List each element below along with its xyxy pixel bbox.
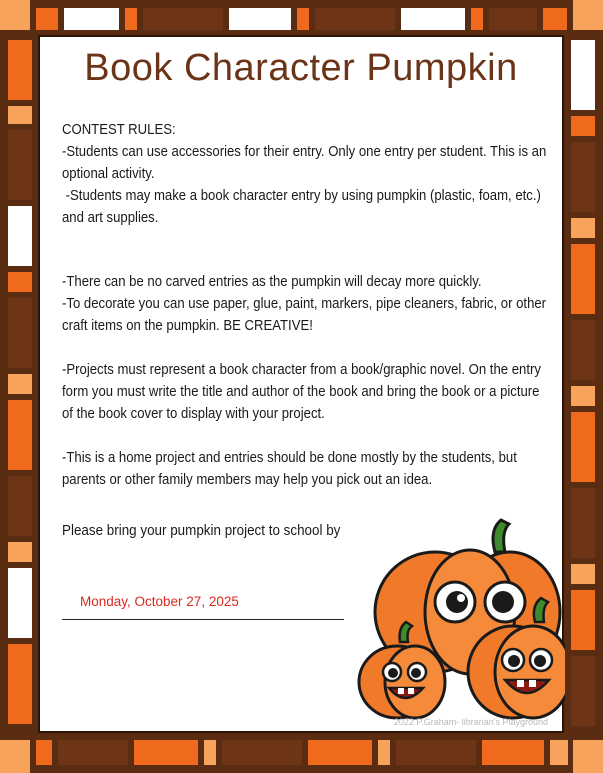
border-tile — [571, 564, 595, 584]
border-tile — [8, 568, 32, 638]
border-tile — [315, 8, 395, 30]
border-tile — [8, 40, 32, 100]
border-tile — [222, 740, 302, 765]
border-tile — [134, 740, 198, 765]
signature-line — [62, 619, 344, 620]
border-tile — [8, 206, 32, 266]
contest-rules — [62, 119, 553, 491]
border-tile — [550, 740, 568, 765]
rule-item: -To decorate you can use paper, glue, paint, markers, pipe cleaners, fabric, or other craft items on the pumpkin. BE CREATIVE! — [62, 296, 547, 334]
border-tile — [471, 8, 483, 30]
page-title: Book Character Pumpkin — [84, 47, 518, 89]
border-tile — [571, 244, 595, 314]
rule-item: -There can be no carved entries as the pumpkin will decay more quickly. — [62, 274, 482, 290]
border-tile — [8, 476, 32, 536]
border-tile — [573, 740, 603, 773]
border-tile — [64, 8, 119, 30]
border-tile — [571, 142, 595, 212]
border-tile — [36, 740, 52, 765]
border-tile — [571, 40, 595, 110]
border-tile — [8, 542, 32, 562]
border-tile — [8, 298, 32, 368]
rules-heading: CONTEST RULES: — [62, 122, 176, 138]
border-tile — [8, 106, 32, 124]
border-tile — [573, 0, 603, 30]
border-tile — [308, 740, 372, 765]
border-tile — [489, 8, 537, 30]
border-tile — [58, 740, 128, 765]
border-tile — [8, 644, 32, 724]
border-tile — [571, 488, 595, 558]
due-date-prompt: Please bring your pumpkin project to school by — [62, 523, 341, 539]
border-tile — [8, 272, 32, 292]
border-tile — [482, 740, 544, 765]
rule-item: -Students can use accessories for their entry. Only one entry per student. This is an optional activity. — [62, 144, 547, 182]
border-tile — [571, 320, 595, 380]
border-tile — [543, 8, 567, 30]
border-tile — [571, 116, 595, 136]
border-tile — [36, 8, 58, 30]
rule-item: -Projects must represent a book character from a book/graphic novel. On the entry form you must write the title and author of the book and bring the book or a picture of the book cover to display with your project. — [62, 362, 541, 422]
border-tile — [571, 412, 595, 482]
due-date: Monday, October 27, 2025 — [80, 594, 239, 609]
border-tile — [8, 400, 32, 470]
border-tile — [571, 656, 595, 726]
credit-text: 2022 P.Graham- librarian's Playground — [393, 717, 548, 727]
rule-item: -Students may make a book character entry by using pumpkin (plastic, foam, etc.) and art supplies. — [62, 188, 545, 226]
border-tile — [378, 740, 390, 765]
border-tile — [571, 386, 595, 406]
border-tile — [571, 218, 595, 238]
border-tile — [143, 8, 223, 30]
pumpkin-character-icon — [345, 512, 565, 722]
border-tile — [401, 8, 465, 30]
border-tile — [0, 740, 30, 773]
border-tile — [204, 740, 216, 765]
flyer-page — [40, 37, 562, 731]
border-tile — [0, 0, 30, 30]
border-tile — [571, 590, 595, 650]
rule-item: -This is a home project and entries should be done mostly by the students, but parents or other family members may help you pick out an idea. — [62, 450, 517, 488]
border-tile — [229, 8, 291, 30]
border-tile — [125, 8, 137, 30]
border-tile — [8, 374, 32, 394]
border-tile — [396, 740, 476, 765]
border-tile — [8, 130, 32, 200]
border-tile — [297, 8, 309, 30]
